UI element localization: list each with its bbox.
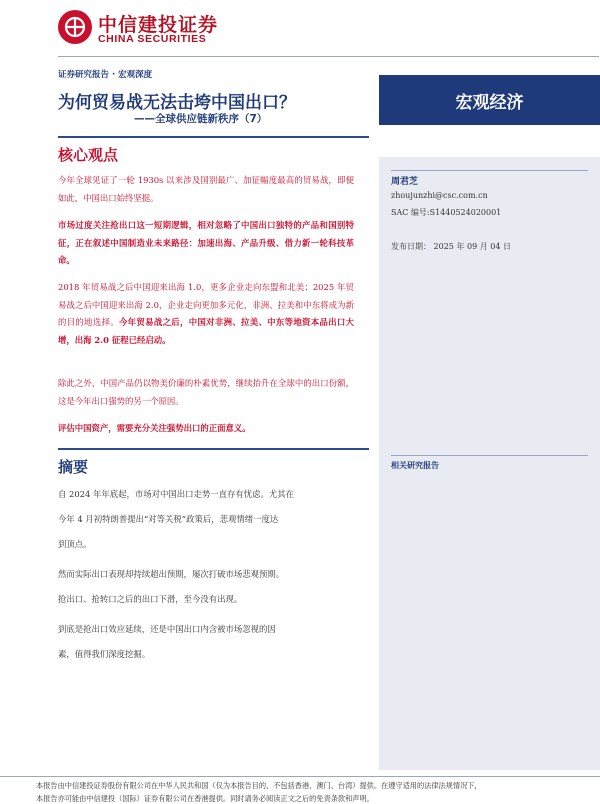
company-logo-icon: [58, 10, 92, 44]
company-name-en: CHINA SECURITIES: [98, 33, 207, 45]
summary-line: 今年 4 月初特朗普提出“对等关税”政策后，悲观情绪一度达: [58, 514, 279, 524]
summary-line: 抢出口、抢转口之后的出口下滑，至今没有出现。: [58, 594, 243, 604]
core-view-paragraph-1: 今年全球见证了一轮 1930s 以来涉及国别最广、加征幅度最高的贸易战，即便如此，中国出口始终坚挺。: [58, 175, 354, 203]
core-views-heading: 核心观点: [58, 146, 119, 164]
footer-disclaimer-line-2: 本报告亦可能由中信建投（国际）证券有限公司在香港提供。同时请务必阅读正文之后的免责条款和声明。: [36, 794, 374, 803]
related-reports-heading: 相关研究报告: [391, 461, 439, 470]
summary-line: 自 2024 年年底起，市场对中国出口走势一直存有忧虑。尤其在: [58, 489, 295, 499]
summary-line: 到底是抢出口效应延续，还是中国出口内含被市场忽视的因: [58, 624, 276, 634]
author-divider: [391, 170, 588, 171]
report-type: 证券研究报告 · 宏观深度: [58, 70, 153, 80]
footer-divider: [0, 776, 600, 777]
category-banner: [379, 75, 600, 125]
header-divider: [58, 56, 599, 57]
category-label: 宏观经济: [455, 92, 524, 113]
summary-line: 到顶点。: [58, 539, 92, 549]
sac-number: SAC 编号:S1440524020001: [391, 208, 502, 217]
footer-disclaimer-line-1: 本报告由中信建投证券股份有限公司在中华人民共和国（仅为本报告目的，不包括香港、澳门、台湾）提供。在遵守适用的法律法规情况下，: [36, 781, 482, 790]
core-view-paragraph-3-text: 2018 年贸易战之后中国迎来出海 1.0，更多企业走向东盟和北美；2025 年贸易战之后中国迎来出海 2.0，企业走向更加多元化，非洲、拉美和中东将成为新的目的地选择。: [58, 282, 354, 327]
report-title: 为何贸易战无法击垮中国出口？: [58, 93, 296, 113]
company-name-cn: 中信建投证券: [98, 14, 219, 36]
core-view-paragraph-4: 除此之外，中国产品仍以物美价廉的朴素优势，继续抬升在全球中的出口份额，这是今年出口强势的另一个原因。: [58, 378, 354, 406]
author-name: 周君芝: [391, 177, 419, 187]
core-view-paragraph-5: 评估中国资产，需要充分关注强势出口的正面意义。: [58, 423, 251, 433]
publish-date: 发布日期： 2025 年 09 月 04 日: [391, 242, 511, 251]
author-email[interactable]: zhoujunzhi@csc.com.cn: [391, 191, 488, 200]
summary-line: 素，值得我们深度挖掘。: [58, 649, 151, 659]
summary-line: 然而实际出口表现却持续超出预期，屡次打破市场悲观预期。: [58, 569, 285, 579]
core-view-paragraph-2: 市场过度关注抢出口这一短期逻辑，相对忽略了中国出口独特的产品和国别特征，正在叙述中国制造业未来路径：加速出海、产品升级、借力新一轮科技革命。: [58, 220, 354, 265]
core-view-paragraph-3-emphasis: 今年贸易战之后，中国对非洲、拉美、中东等地资本品出口大增，出海 2.0 征程已经启动。: [58, 317, 355, 345]
core-views-divider: [58, 136, 369, 138]
related-divider: [391, 455, 588, 456]
summary-heading: 摘要: [58, 458, 89, 476]
summary-divider: [58, 448, 369, 450]
core-view-paragraph-3: [58, 279, 354, 349]
report-subtitle: ——全球供应链新秩序（7）: [134, 113, 268, 125]
